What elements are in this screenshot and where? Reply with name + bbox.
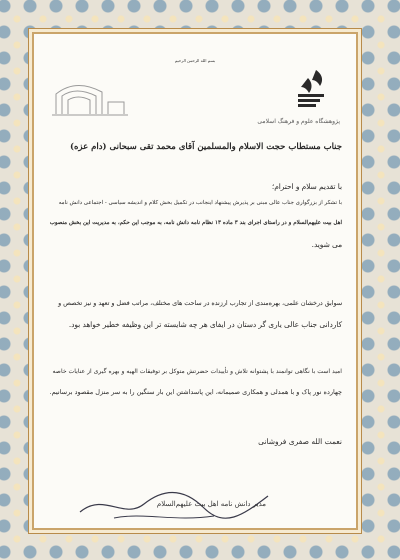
paragraph-1-line-2: اهل بیت علیهم‌السلام و در راستای اجرای بند ۳ ماده ۱۳ نظام نامه دانش نامه، به موجب این حکم، به مدیریت این بخش منصوب xyxy=(49,220,342,226)
recipient-line: جناب مستطاب حجت الاسلام والمسلمین آقای محمد تقی سبحانی (دام عزه) xyxy=(69,142,342,152)
paragraph-1-line-3: می شوید. xyxy=(311,240,342,249)
closing-name: نعمت الله صفری فروشانی xyxy=(258,437,342,446)
certificate-paper xyxy=(34,34,356,528)
institute-logo-icon xyxy=(268,64,338,116)
encyclopedia-dome-logo-icon xyxy=(50,74,132,118)
paragraph-2-line-2: کاردانی جناب عالی یاری گر دستان در ایفای هر چه شایسته تر این وظیفه خطیر خواهد بود. xyxy=(68,320,342,329)
paragraph-3-line-2: چهارده نور پاک و با همدلی و همکاری صمیمانه، این پاسداشتن این بار سنگین را به سر منزل مقصود برسانیم. xyxy=(49,388,342,396)
institute-name: پژوهشگاه علوم و فرهنگ اسلامی xyxy=(257,118,340,125)
paragraph-2-line-1: سوابق درخشان علمی، بهره‌مندی از تجارب ارزنده در ساحت های مختلف، مراتب فضل و تعهد و نیز تخصص و xyxy=(58,300,342,307)
signer-title: مدیر دانش نامه اهل بیت علیهم‌السلام xyxy=(156,500,266,508)
paragraph-3-line-1: امید است با نگاهی توانمند با پشتوانه تلاش و تأییدات حضرتش متوکل بر توفیقات الهیه و بهره گیری از عنایات خاصه xyxy=(52,368,342,375)
basmala-text: بسم الله الرحمن الرحيم xyxy=(174,58,216,63)
paragraph-1-line-1: با تشکر از بزرگواری جناب عالی مبنی بر پذیرش پیشنهاد اینجانب در تکمیل بخش کلام و اندیشه سیاسی - اجتماعی دانش نامه xyxy=(58,200,342,206)
greeting-text: با تقدیم سلام و احترام؛ xyxy=(271,182,342,191)
